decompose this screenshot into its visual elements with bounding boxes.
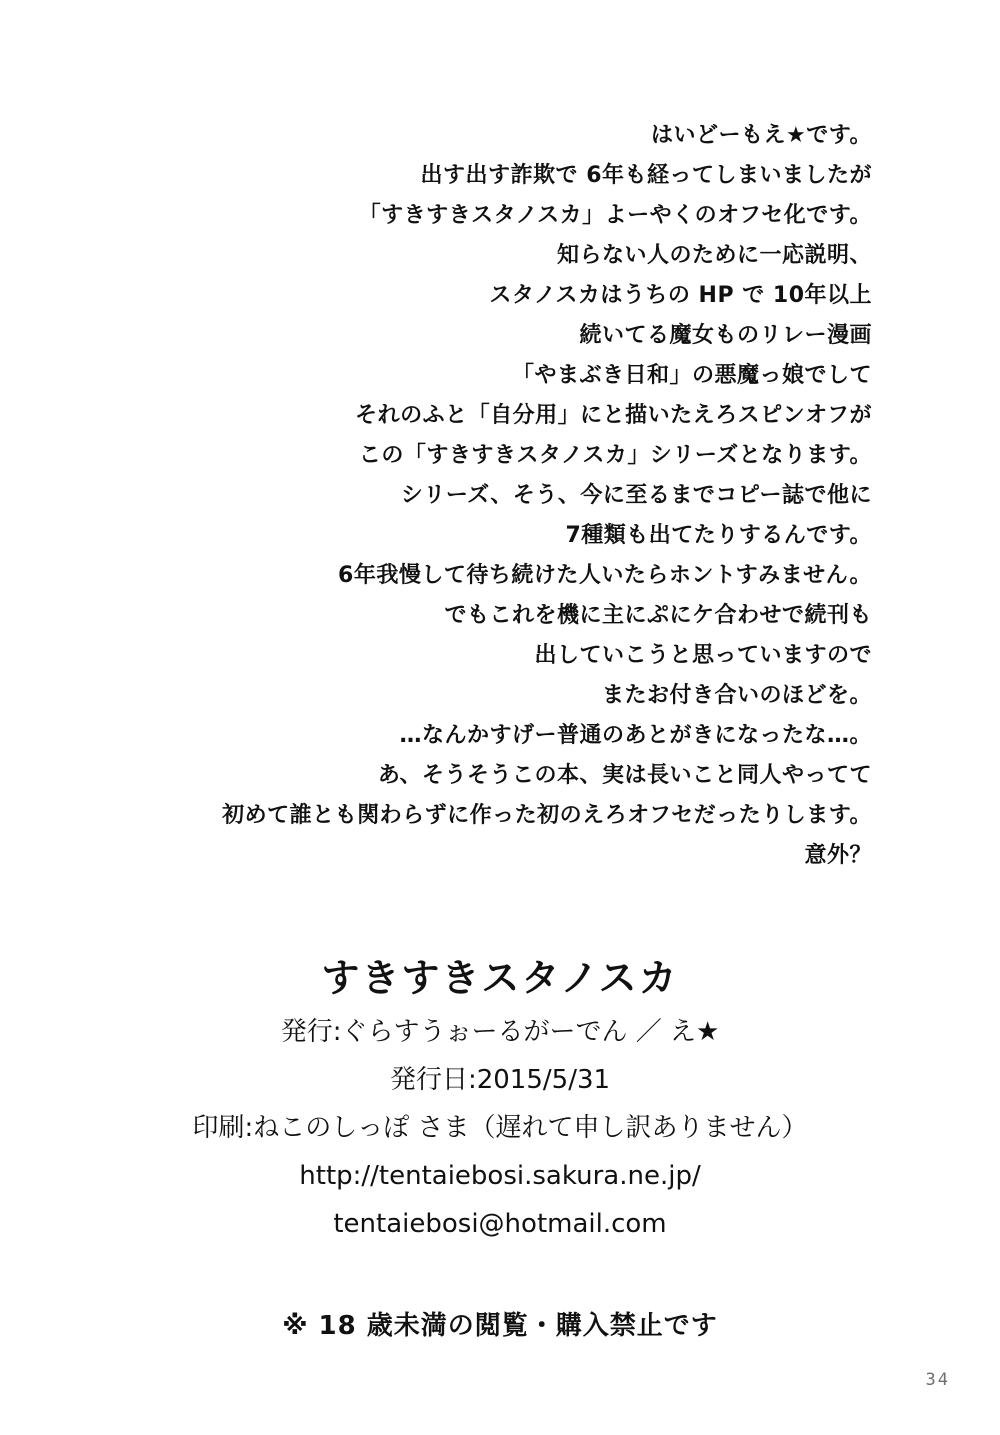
page-number: 34 — [925, 1370, 950, 1390]
afterword-line: シリーズ、そう、今に至るまでコピー誌で他に — [400, 483, 872, 508]
afterword-line: 続いてる魔女ものリレー漫画 — [579, 323, 872, 348]
label-colon: : — [467, 1065, 477, 1095]
afterword-line: …なんかすげー普通のあとがきになったな…。 — [399, 723, 872, 748]
afterword-line: またお付き合いのほどを。 — [601, 683, 872, 708]
age-restriction-notice: ※ 18 歳未満の閲覧・購入禁止です — [282, 1311, 718, 1341]
label-colon: : — [244, 1113, 254, 1143]
publish-date: 2015/5/31 — [476, 1065, 611, 1095]
book-title: すきすきスタノスカ — [321, 956, 679, 1000]
afterword-line: 「やまぶき日和」の悪魔っ娘でして — [511, 363, 872, 388]
afterword-line: それのふと「自分用」にと描いたえろスピンオフが — [355, 403, 872, 428]
contact-email: tentaiebosi@hotmail.com — [333, 1209, 667, 1239]
publisher-line — [0, 1008, 1000, 1056]
printer-name: ねこのしっぽ さま（遅れて申し訳ありません） — [253, 1113, 808, 1143]
afterword-line: 出していこうと思っていますので — [534, 643, 872, 668]
afterword-line: はいどーもえ★です。 — [651, 123, 872, 148]
website-url: http://tentaiebosi.sakura.ne.jp/ — [299, 1161, 701, 1191]
label-colon: : — [332, 1017, 342, 1047]
afterword-line: 初めて誰とも関わらずに作った初のえろオフセだったりします。 — [222, 803, 872, 828]
colophon — [0, 948, 1000, 1248]
afterword-line: この「すきすきスタノスカ」シリーズとなります。 — [358, 443, 872, 468]
afterword-line: 出す出す詐欺で 6年も経ってしまいましたが — [420, 163, 872, 188]
afterword-line: あ、そうそうこの本、実は長いこと同人やってて — [377, 763, 872, 788]
afterword-line: 6年我慢して待ち続けた人いたらホントすみません。 — [338, 563, 872, 588]
afterword-line: でもこれを機に主にぷにケ合わせで続刊も — [444, 603, 872, 628]
printer-label: 印刷 — [192, 1113, 245, 1143]
date-label: 発行日 — [389, 1065, 468, 1095]
afterword-line: 7種類も出てたりするんです。 — [565, 523, 872, 548]
printer-line — [0, 1104, 1000, 1152]
afterword-line: 「すきすきスタノスカ」よーやくのオフセ化です。 — [358, 203, 872, 228]
afterword-line: スタノスカはうちの HP で 10年以上 — [489, 283, 872, 308]
afterword-line: 意外？ — [804, 843, 872, 868]
publisher-name: ぐらすうぉーるがーでん ／ え★ — [341, 1017, 720, 1047]
publish-date-line — [0, 1056, 1000, 1104]
publisher-label: 発行 — [280, 1017, 333, 1047]
afterword-text — [112, 116, 872, 876]
afterword-line: 知らない人のために一応説明、 — [556, 243, 872, 268]
